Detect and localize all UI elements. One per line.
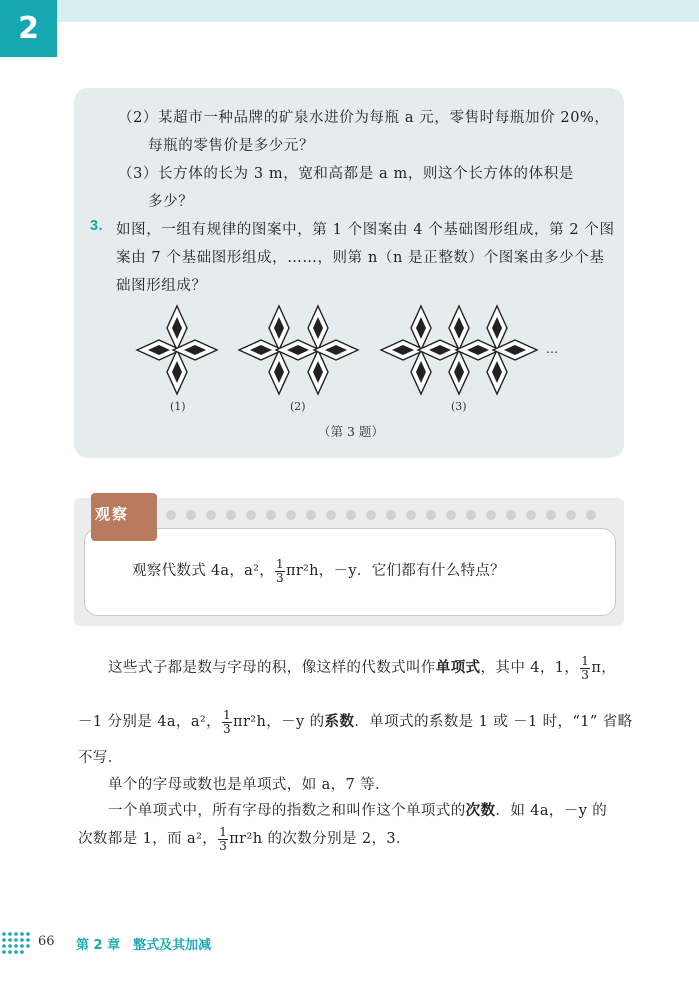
- top-band: [0, 0, 699, 22]
- problem-3-number: 3.: [90, 218, 104, 234]
- observe-question: 观察代数式 4a，a²， $\frac{1}{3}$ πr²h，－y．它们都有什么特点？: [132, 557, 505, 585]
- page-number: 66: [38, 934, 55, 949]
- figure-label-3: (3): [451, 400, 467, 413]
- body-line-4: 单个的字母或数也是单项式，如 a，7 等．: [108, 777, 390, 793]
- footer-dots-icon: [0, 930, 36, 958]
- observe-tab-label: 观察: [95, 505, 130, 523]
- figure-caption: （第 3 题）: [318, 424, 384, 439]
- body-line-1: 这些式子都是数与字母的积，像这样的代数式叫作单项式，其中 4，1， $\frac{1}{3}$ π，: [108, 654, 617, 682]
- p3-line1: 如图，一组有规律的图案中，第 1 个图案由 4 个基础图形组成，第 2 个图: [116, 222, 615, 238]
- figure-label-1: (1): [170, 400, 186, 413]
- q2-line2: 每瓶的零售价是多少元？: [148, 138, 315, 154]
- figure-label-2: (2): [290, 400, 306, 413]
- pattern-ellipsis: …: [546, 342, 559, 356]
- chapter-number-tab: 2: [0, 0, 57, 57]
- q3-line1: （3）长方体的长为 3 m，宽和高都是 a m，则这个长方体的体积是: [118, 166, 574, 182]
- body-line-2: －1 分别是 4a，a²， $\frac{1}{3}$ πr²h，－y 的系数．单项式的系数是 1 或 －1 时，“1” 省略: [78, 708, 633, 736]
- p3-line2: 案由 7 个基础图形组成，……，则第 n（n 是正整数）个图案由多少个基: [116, 250, 605, 266]
- q2-line1: （2）某超市一种品牌的矿泉水进价为每瓶 a 元，零售时每瓶加价 20%，: [118, 110, 610, 126]
- q3-line2: 多少？: [148, 194, 194, 210]
- body-line-6: 次数都是 1，而 a²， $\frac{1}{3}$ πr²h 的次数分别是 2，3．: [78, 825, 411, 853]
- body-line-5: 一个单项式中，所有字母的指数之和叫作这个单项式的次数．如 4a，－y 的: [108, 803, 608, 819]
- footer-chapter-title: 第 2 章 整式及其加减: [76, 938, 212, 953]
- body-line-3: 不写．: [78, 750, 123, 766]
- p3-line3: 础图形组成？: [116, 278, 207, 294]
